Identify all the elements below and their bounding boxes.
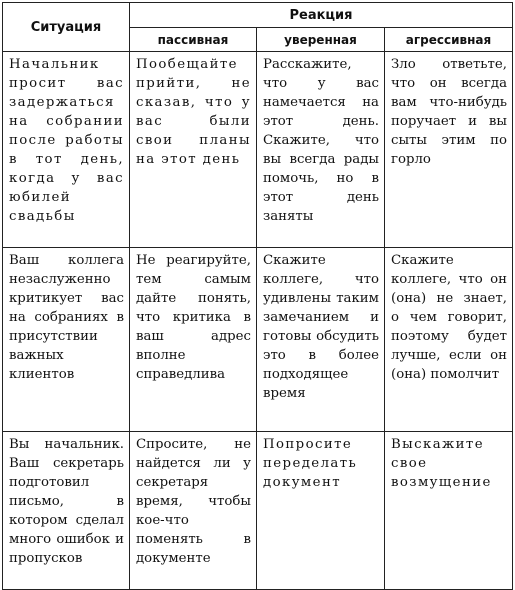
table-row <box>3 248 513 432</box>
aggressive-cell: Зло ответьте, что он всегда вам что-нибудь поручает и вы сыты этим по горло <box>385 52 513 248</box>
passive-header: пассивная <box>130 28 257 52</box>
confident-cell: Попросите переделать документ <box>257 432 385 590</box>
aggressive-cell: Скажите коллеге, что он (она) не знает, о чем говорит, поэтому будет лучше, если он (она) помолчит <box>385 248 513 432</box>
situation-cell: Вы начальник. Ваш секретарь подготовил письмо, в котором сделал много ошибок и пропусков <box>3 432 130 590</box>
aggressive-header: агрессивная <box>385 28 513 52</box>
passive-cell: Не реагируйте, тем самым дайте понять, что критика в ваш адрес вполне справедлива <box>130 248 257 432</box>
situation-cell: Начальник просит вас задержаться на собрании после работы в тот день, когда у вас юбилей свадьбы <box>3 52 130 248</box>
passive-cell: Пообещайте прийти, не сказав, что у вас были свои планы на этот день <box>130 52 257 248</box>
reaction-header: Реакция <box>130 3 513 28</box>
table-row <box>3 432 513 590</box>
passive-cell: Спросите, не найдется ли у секретаря время, чтобы кое-что поменять в документе <box>130 432 257 590</box>
situation-cell: Ваш коллега незаслуженно критикует вас на собраниях в присутствии важных клиентов <box>3 248 130 432</box>
header-row <box>3 3 513 28</box>
reaction-table <box>2 2 513 590</box>
aggressive-cell: Выскажите свое возмущение <box>385 432 513 590</box>
confident-header: уверенная <box>257 28 385 52</box>
situation-header: Ситуация <box>3 3 130 52</box>
confident-cell: Скажите коллеге, что удивлены таким замечанием и готовы обсудить это в более подходящее время <box>257 248 385 432</box>
table-row <box>3 52 513 248</box>
confident-cell: Расскажите, что у вас намечается на этот день. Скажите, что вы всегда рады помочь, но в этот день заняты <box>257 52 385 248</box>
